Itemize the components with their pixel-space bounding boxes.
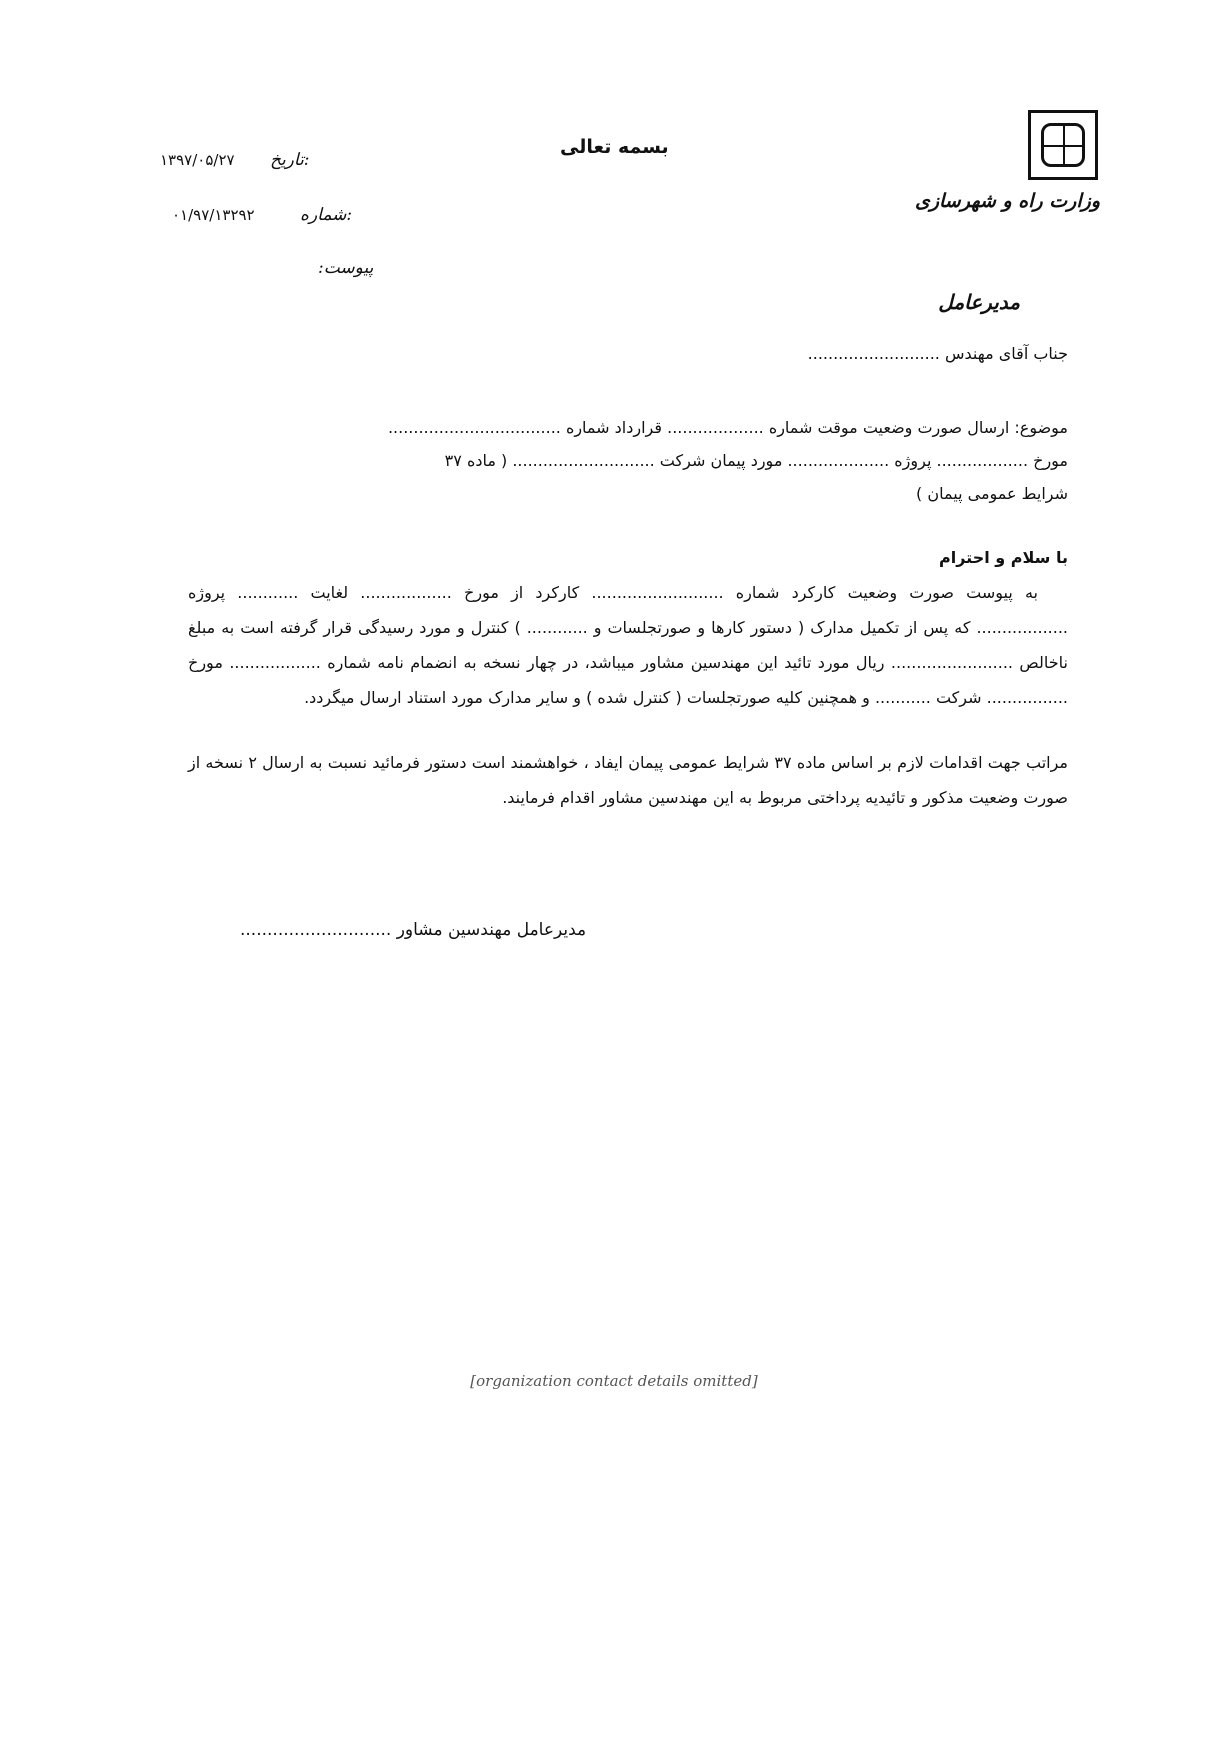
date-row (160, 150, 310, 170)
paragraph-1: به پیوست صورت وضعیت کارکرد شماره .......................... کارکرد از مورخ .................. لغایت ............ پروژه .................. که پس از تکمیل مدارک ( دستور کارها و صورتجلسات و ............ ) کنترل و مورد رسیدگی قرار گرفته است به مبلغ ناخالص ........................ ریال مورد تائید این مهندسین مشاور میباشد، در چهار نسخه به انضمام نامه شماره .................. مورخ ................ شرکت ........... و همچنین کلیه صورتجلسات ( کنترل شده ) و سایر مدارک مورد استناد ارسال میگردد. (188, 583, 1068, 707)
date-label: تاریخ: (269, 150, 310, 170)
organization-logo-icon (1028, 110, 1098, 180)
signature-line: مدیرعامل مهندسین مشاور ............................ (240, 920, 587, 940)
logo-inner-mark (1041, 123, 1085, 167)
recipient-line: جناب آقای مهندس .......................... (807, 344, 1068, 363)
attachment-label: پیوست: (318, 258, 374, 278)
subject-line: موضوع: ارسال صورت وضعیت موقت شماره ................... قرارداد شماره .................................. (387, 418, 1068, 437)
number-row (172, 205, 352, 225)
date-value: ۱۳۹۷/۰۵/۲۷ (160, 151, 235, 169)
signatory-title: مدیرعامل (938, 290, 1020, 314)
paragraph-2: مراتب جهت اقدامات لازم بر اساس ماده ۳۷ شرایط عمومی پیمان ایفاد ، خواهشمند است دستور فرمائید نسبت به ارسال ۲ نسخه از صورت وضعیت مذکور و تائیدیه پرداختی مربوط به این مهندسین مشاور اقدام فرمایند. (188, 753, 1069, 807)
greeting: با سلام و احترام (939, 548, 1068, 567)
dated-line: مورخ .................. پروژه .................... مورد پیمان شرکت ............................ ( ماده ۳۷ (444, 451, 1068, 470)
number-label: شماره: (300, 205, 353, 225)
conditions-line: شرایط عمومی پیمان ) (916, 484, 1068, 503)
number-value: ۰۱/۹۷/۱۳۲۹۲ (172, 206, 255, 224)
footer-notice: [organization contact details omitted] (470, 1372, 758, 1390)
bismillah: بسمه تعالی (560, 136, 669, 158)
ministry-name: وزارت راه و شهرسازی (914, 190, 1100, 212)
